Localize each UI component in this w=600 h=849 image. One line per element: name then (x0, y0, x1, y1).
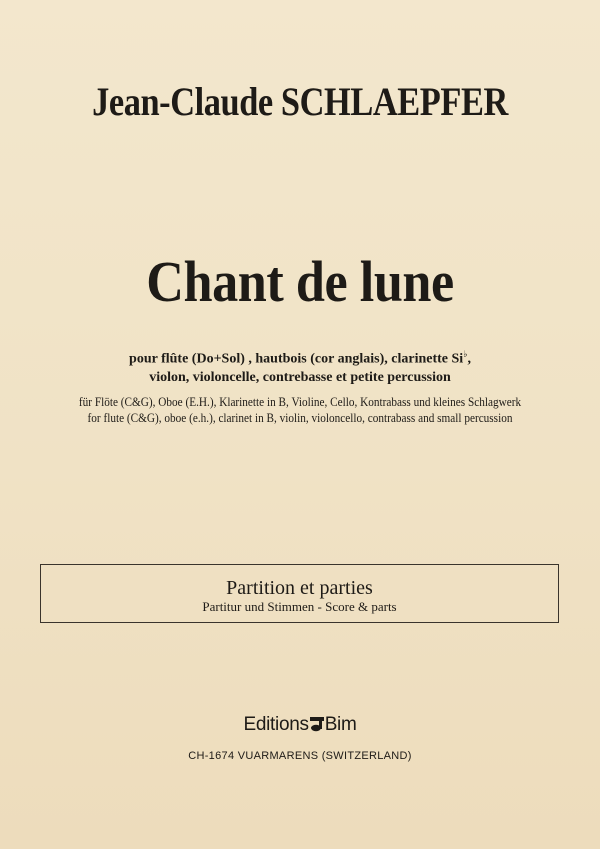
instrumentation-french (0, 345, 600, 387)
publisher-name-right: Bim (324, 714, 357, 735)
flat-sign: ♭ (463, 349, 468, 359)
publisher-name-left: Editions (243, 714, 309, 735)
work-title: Chant de lune (146, 249, 454, 314)
instrumentation-french-line2: violon, violoncelle, contrebasse et petite percussion (149, 369, 451, 385)
edition-box (40, 564, 559, 623)
instrumentation-english: for flute (C&G), oboe (e.h.), clarinet in B, violin, violoncello, contrabass and small percussion (87, 411, 513, 425)
instrumentation-german: für Flöte (C&G), Oboe (E.H.), Klarinette in B, Violine, Cello, Kontrabass und kleines Schlagwerk (78, 395, 522, 409)
edition-type-translation: Partitur und Stimmen - Score & parts (202, 599, 397, 614)
publisher-address: CH-1674 VUARMARENS (SWITZERLAND) (188, 750, 412, 762)
composer-name: Jean-Claude SCHLAEPFER (92, 79, 508, 124)
edition-type: Partition et parties (226, 577, 373, 599)
note-logo-icon (310, 715, 324, 732)
publisher-logo (0, 714, 600, 736)
instrumentation-french-line1: pour flûte (Do+Sol) , hautbois (cor anglais), clarinette Si♭, (129, 349, 471, 367)
